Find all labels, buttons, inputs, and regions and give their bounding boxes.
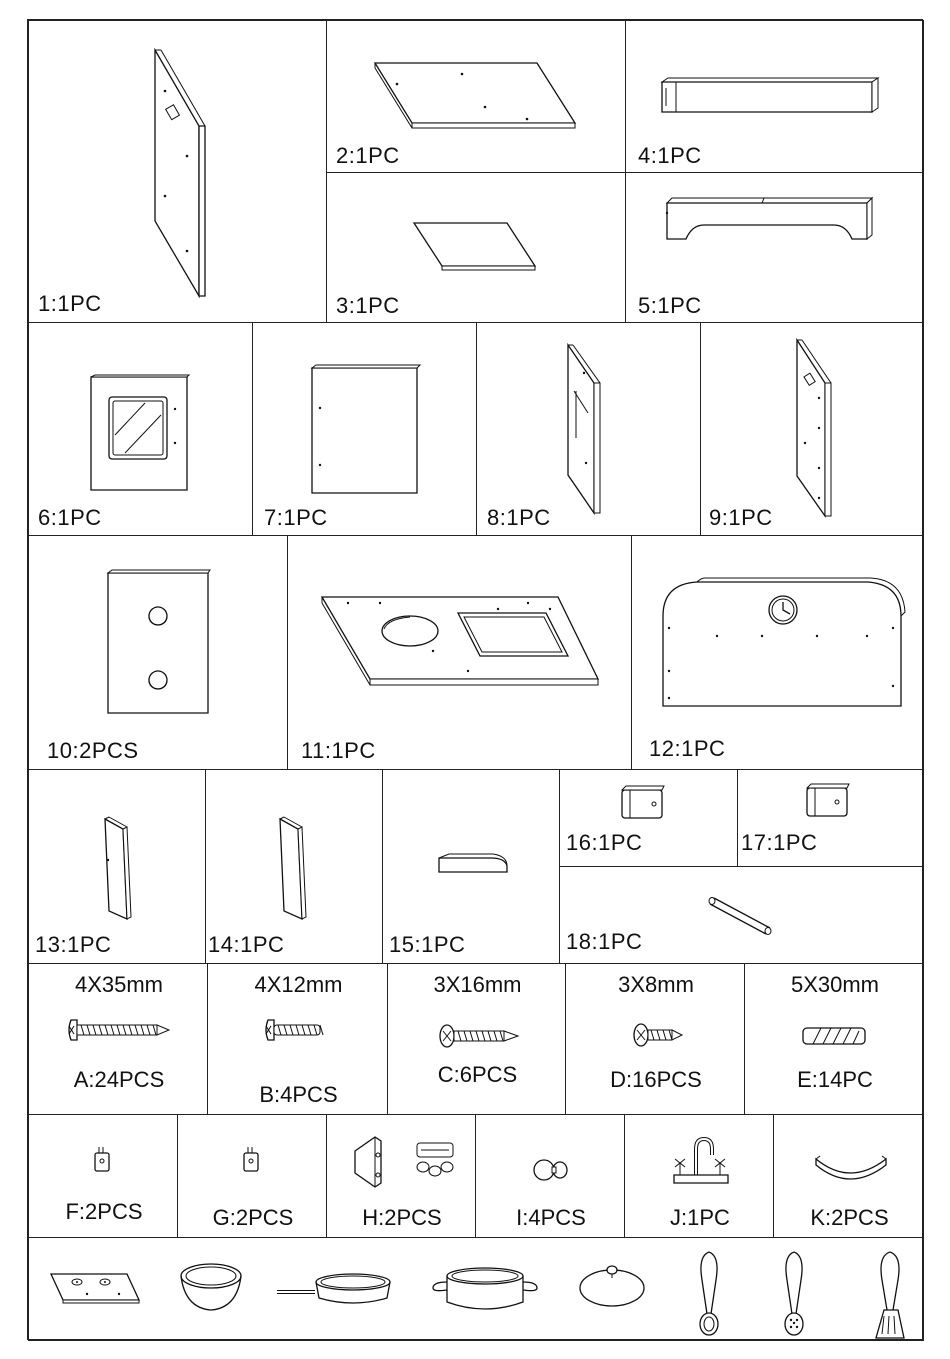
screw-c-size: 3X16mm xyxy=(433,972,522,997)
part-15-label: 15:1PC xyxy=(389,932,466,957)
part-1-cell xyxy=(28,20,327,323)
screw-e-label: E:14PC xyxy=(797,1067,873,1092)
part-4-cell xyxy=(625,20,924,173)
handle-k-icon xyxy=(812,1153,890,1183)
pot-icon xyxy=(429,1262,541,1316)
part-18-cell xyxy=(559,866,924,964)
hardware-h-label: H:2PCS xyxy=(362,1205,442,1230)
part-4-rail-drawing xyxy=(658,76,883,116)
part-11-cell xyxy=(287,535,632,770)
screw-a-icon xyxy=(67,1016,172,1044)
part-8-label: 8:1PC xyxy=(487,505,551,530)
part-12-backboard-drawing xyxy=(657,576,907,711)
screw-d-cell xyxy=(565,963,745,1115)
stove-plate-icon xyxy=(47,1270,142,1305)
part-1-panel-drawing xyxy=(149,46,209,301)
hardware-h-cell xyxy=(326,1114,476,1238)
screw-b-cell xyxy=(207,963,388,1115)
knob-i-icon xyxy=(530,1157,570,1183)
screw-b-label: B:4PCS xyxy=(259,1082,338,1107)
part-17-cell xyxy=(737,769,924,867)
parts-list-sheet xyxy=(27,19,923,1340)
screw-a-cell xyxy=(28,963,208,1115)
part-5-cell xyxy=(625,172,924,323)
part-12-label: 12:1PC xyxy=(649,736,726,761)
part-10-cell xyxy=(28,535,288,770)
hardware-k-cell xyxy=(773,1114,924,1238)
part-13-side-piece-drawing xyxy=(101,815,136,925)
hardware-f-cell xyxy=(28,1114,178,1238)
accessories-cell xyxy=(28,1237,924,1341)
screw-e-cell xyxy=(744,963,924,1115)
part-7-label: 7:1PC xyxy=(264,505,328,530)
part-14-side-piece-drawing xyxy=(276,815,311,925)
screw-c-icon xyxy=(438,1021,523,1051)
screw-a-size: 4X35mm xyxy=(74,972,164,997)
screw-b-size: 4X12mm xyxy=(254,972,343,997)
part-18-rod-drawing xyxy=(708,892,778,937)
part-2-label: 2:1PC xyxy=(336,143,400,168)
screw-b-icon xyxy=(264,1016,334,1044)
part-5-rail-drawing xyxy=(664,195,879,245)
screw-d-label: D:16PCS xyxy=(610,1067,702,1092)
part-12-cell xyxy=(631,535,924,770)
screw-c-label: C:6PCS xyxy=(437,1062,518,1087)
spatula-icon xyxy=(872,1250,908,1341)
dowel-e-icon xyxy=(801,1026,869,1048)
part-14-cell xyxy=(205,769,383,964)
screw-c-cell xyxy=(387,963,566,1115)
part-17-label: 17:1PC xyxy=(741,830,818,855)
part-3-board-drawing xyxy=(412,218,542,273)
hardware-i-cell xyxy=(475,1114,625,1238)
part-18-label: 18:1PC xyxy=(566,929,643,954)
hardware-j-label: J:1PC xyxy=(670,1205,730,1230)
screw-e-size: 5X30mm xyxy=(790,972,880,997)
part-6-oven-door-drawing xyxy=(89,373,194,498)
part-15-shelf-piece-drawing xyxy=(435,852,510,882)
part-8-cell xyxy=(476,322,701,536)
part-11-countertop-drawing xyxy=(318,591,608,696)
part-15-cell xyxy=(382,769,560,964)
part-7-cell xyxy=(252,322,477,536)
part-6-cell xyxy=(28,322,253,536)
part-9-label: 9:1PC xyxy=(709,505,773,530)
hardware-g-cell xyxy=(177,1114,327,1238)
pot-lid-icon xyxy=(577,1258,647,1310)
part-10-label: 10:2PCS xyxy=(47,738,139,763)
hardware-g-icon xyxy=(240,1145,262,1175)
part-10-knob-panel-drawing xyxy=(104,568,214,718)
screw-d-size: 3X8mm xyxy=(618,972,694,997)
part-7-cabinet-door-drawing xyxy=(308,363,423,498)
frying-pan-icon xyxy=(275,1268,393,1308)
bowl-icon xyxy=(177,1260,245,1316)
part-13-cell xyxy=(28,769,206,964)
part-11-label: 11:1PC xyxy=(301,738,376,763)
part-16-block-drawing xyxy=(618,782,668,822)
part-2-shelf-drawing xyxy=(367,59,582,134)
part-8-panel-drawing xyxy=(562,343,617,518)
hardware-k-label: K:2PCS xyxy=(810,1205,889,1230)
part-17-block-drawing xyxy=(803,780,853,820)
screw-a-label: A:24PCS xyxy=(73,1067,165,1092)
part-5-label: 5:1PC xyxy=(638,293,702,318)
hardware-f-label: F:2PCS xyxy=(65,1199,143,1224)
ladle-icon xyxy=(694,1250,724,1340)
faucet-j-icon xyxy=(670,1137,732,1187)
part-3-label: 3:1PC xyxy=(336,293,400,318)
part-9-panel-drawing xyxy=(791,338,846,523)
hardware-j-cell xyxy=(624,1114,774,1238)
hinge-h-icon xyxy=(345,1133,460,1195)
part-1-label: 1:1PC xyxy=(38,291,102,316)
part-14-label: 14:1PC xyxy=(208,932,285,957)
part-6-label: 6:1PC xyxy=(38,505,102,530)
part-16-label: 16:1PC xyxy=(566,830,643,855)
hardware-i-label: I:4PCS xyxy=(516,1205,586,1230)
part-4-label: 4:1PC xyxy=(638,143,702,168)
part-2-cell xyxy=(326,20,626,173)
part-13-label: 13:1PC xyxy=(35,932,112,957)
screw-d-icon xyxy=(632,1021,687,1049)
part-16-cell xyxy=(559,769,738,867)
hardware-f-icon xyxy=(91,1145,113,1175)
part-3-cell xyxy=(326,172,626,323)
part-9-cell xyxy=(700,322,924,536)
slotted-spoon-icon xyxy=(779,1250,809,1340)
hardware-g-label: G:2PCS xyxy=(212,1205,294,1230)
